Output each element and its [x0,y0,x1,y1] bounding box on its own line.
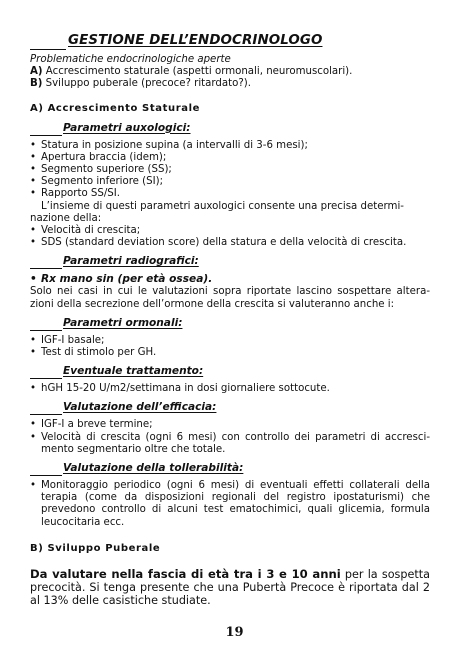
page-content [30,32,430,607]
efficacia-heading: Valutazione dell’efficacia: [63,401,217,414]
list-item: • Apertura braccia (idem); [30,152,430,164]
tollerabilita-list [30,480,430,529]
title-rule [30,49,66,50]
radiografici-text: Solo nei casi in cui le valutazioni sopra riportate lascino sospettare altera- zioni della secrezione dell’ormone della crescita si valuteranno anche i: [30,286,430,310]
intro-item-text: Sviluppo puberale (precoce? ritardato?). [45,78,251,90]
page-number: 19 [225,625,244,640]
intro-subtitle: Problematiche endocrinologiche aperte [30,54,231,65]
section-b-text [30,568,430,607]
ormonali-heading: Parametri ormonali: [63,316,183,329]
subheading-rule [30,268,62,269]
title-block [30,32,430,54]
auxologici-list-2 [30,225,430,249]
trattamento-heading-row [30,365,430,380]
trattamento-heading: Eventuale trattamento: [63,365,204,378]
ormonali-heading-row [30,317,430,332]
auxologici-list [30,140,430,201]
subheading-rule [30,378,62,379]
section-b-heading: B) Sviluppo Puberale [30,542,161,554]
intro-item-text: Accrescimento staturale (aspetti ormonali, neuromuscolari). [45,66,353,78]
radiografici-bullet: • Rx mano sin (per età ossea). [30,273,430,286]
efficacia-list [30,419,430,456]
section-b-rest: per la sospetta precocità. Si tenga presente che una Pubertà Precoce è riportata dal 2 al 13% delle casistiche studiate. [30,567,430,607]
page-title: GESTIONE DELL’ENDOCRINOLOGO [68,33,323,48]
auxologici-note-line1: L’insieme di questi parametri auxologici consente una precisa determi- [41,200,404,212]
list-item: • SDS (standard deviation score) della statura e della velocità di crescita. [30,237,430,249]
intro-item-letter: B) [30,78,43,90]
tollerabilita-heading-row [30,462,430,477]
list-item: • Monitoraggio periodico (ogni 6 mesi) di eventuali effetti collaterali della terapia (come da disposizioni regionali del registro ipostaturismi) che prevedono controllo di alcuni test ematochimici, quali glicemia, formula leucocitaria ecc. [30,480,430,529]
list-item: • Test di stimolo per GH. [30,347,430,359]
intro-item-a [30,66,430,78]
list-item: • Velocità di crescita; [30,225,430,237]
auxologici-note-line2: nazione della: [30,212,102,224]
list-item: • Statura in posizione supina (a intervalli di 3-6 mesi); [30,140,430,152]
tollerabilita-heading: Valutazione della tollerabilità: [63,462,244,475]
trattamento-list [30,383,430,395]
auxologici-heading-row [30,122,430,137]
list-item: • IGF-I a breve termine; [30,419,430,431]
radiografici-heading-row [30,255,430,270]
efficacia-heading-row [30,401,430,416]
intro-item-b [30,78,430,90]
list-item: • Velocità di crescita (ogni 6 mesi) con controllo dei parametri di accresci- mento segmentario oltre che totale. [30,432,430,456]
subheading-rule [30,135,62,136]
radiografici-heading: Parametri radiografici: [63,255,199,268]
subheading-rule [30,414,62,415]
list-item: • hGH 15-20 U/m2/settimana in dosi giornaliere sottocute. [30,383,430,395]
subheading-rule [30,330,62,331]
section-a-heading: A) Accrescimento Staturale [30,102,200,114]
auxologici-heading: Parametri auxologici: [63,121,191,134]
section-b-bold: Da valutare nella fascia di età tra i 3 e 10 anni [30,566,341,581]
list-item: • Segmento inferiore (SI); [30,176,430,188]
list-item: • Segmento superiore (SS); [30,164,430,176]
list-item: • Rapporto SS/SI. [30,188,430,200]
intro-item-letter: A) [30,66,43,78]
ormonali-list [30,335,430,359]
subheading-rule [30,475,62,476]
list-item: • IGF-I basale; [30,335,430,347]
